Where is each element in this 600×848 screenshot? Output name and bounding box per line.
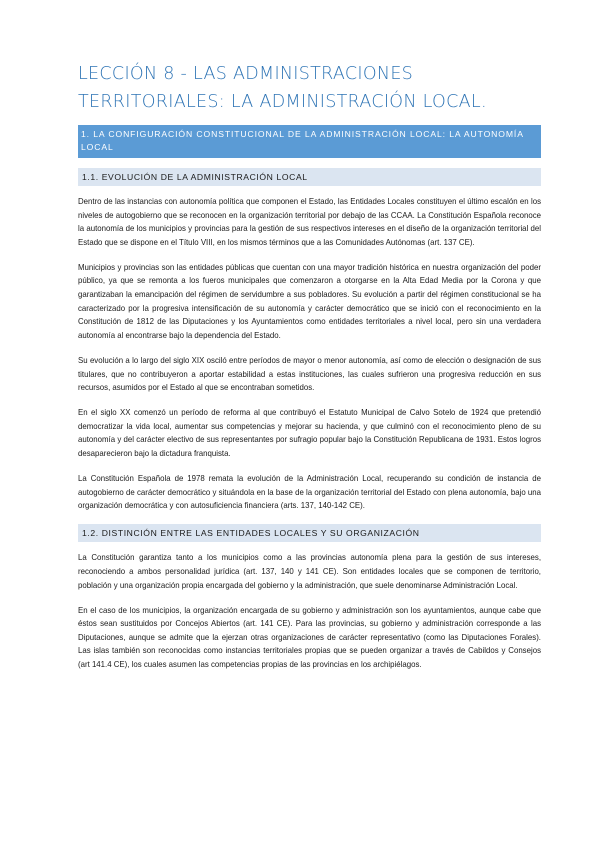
page-title: LECCIÓN 8 - LAS ADMINISTRACIONES TERRITORIALES: LA ADMINISTRACIÓN LOCAL.	[78, 64, 487, 112]
paragraph: La Constitución Española de 1978 remata la evolución de la Administración Local, recuperando su condición de instancia de autogobierno de carácter democrático y situándola en la base de la organización territorial del Estado con plena autonomía, bajo una organización democrática y con autosuficiencia financiera (arts. 137, 140-142 CE).	[78, 474, 541, 511]
subsection-heading-1-1: 1.1. EVOLUCIÓN DE LA ADMINISTRACIÓN LOCAL	[78, 168, 541, 186]
subsection-heading-1-2: 1.2. DISTINCIÓN ENTRE LAS ENTIDADES LOCALES Y SU ORGANIZACIÓN	[78, 524, 541, 542]
paragraph: Su evolución a lo largo del siglo XIX osciló entre períodos de mayor o menor autonomía, así como de elección o designación de sus titulares, que no contribuyeron a aportar estabilidad a estas instituciones, las cuales sufrieron una progresiva reducción en sus recursos, asumidos por el Estado al que se encontraban sometidos.	[78, 355, 541, 393]
section-heading-1: 1. LA CONFIGURACIÓN CONSTITUCIONAL DE LA ADMINISTRACIÓN LOCAL: LA AUTONOMÍA LOCAL	[78, 125, 541, 158]
paragraph: En el siglo XX comenzó un período de reforma al que contribuyó el Estatuto Municipal de Calvo Sotelo de 1924 que pretendió democratizar la vida local, aumentar sus competencias y mejorar su hacienda, y que culminó con el reconocimiento pleno de su autonomía y del carácter electivo de sus representantes por sufragio popular bajo la Constitución Republicana de 1931. Estos logros desaparecieron bajo la dictadura franquista.	[78, 408, 541, 458]
paragraph: La Constitución garantiza tanto a los municipios como a las provincias autonomía plena para la gestión de sus intereses, reconociendo a ambos personalidad jurídica (art. 137, 140 y 141 CE). Son entidades locales que se componen de territorio, población y una organización propia encargada del gobierno y la administración, que suele denominarse Administración Local.	[78, 553, 541, 590]
paragraph: Municipios y provincias son las entidades públicas que cuentan con una mayor tradición histórica en nuestra organización del poder público, ya que se remonta a los fueros municipales que comenzaron a otorgarse en la Alta Edad Media por la Corona y que garantizaban la emancipación del régimen de servidumbre a sus pobladores. Su evolución a partir del régimen constitucional se ha caracterizado por la progresiva intensificación de su autonomía y carácter democrático que se inició con el reconocimiento en la Constitución de 1812 de las Diputaciones y los Ayuntamientos como entidades territoriales a nivel local, pero sin una verdadera autonomía al encontrarse bajo la dependencia del Estado.	[78, 262, 541, 340]
document-page	[78, 60, 541, 683]
paragraph: Dentro de las instancias con autonomía política que componen el Estado, las Entidades Locales constituyen el último escalón en los niveles de autogobierno que se reconocen en la organización territorial por debajo de las CCAA. La Constitución Española reconoce la autonomía de los municipios y provincias para la gestión de sus respectivos intereses en el diseño de la organización territorial del Estado que se dispone en el Título VIII, en los mismos términos que a las Comunidades Autónomas (art. 137 CE).	[78, 197, 541, 247]
paragraph: En el caso de los municipios, la organización encargada de su gobierno y administración son los ayuntamientos, aunque cabe que éstos sean sustituidos por Concejos Abiertos (art. 141 CE). Para las provincias, su gobierno y administración corresponde a las Diputaciones, aunque se admite que la ejerzan otras organizaciones de carácter representativo (como las Diputaciones Forales). Las islas también son reconocidas como instancias territoriales propias que se pueden organizar a través de Cabildos y Consejos (art 141.4 CE), los cuales asumen las competencias propias de las provincias en los archipiélagos.	[78, 605, 541, 670]
